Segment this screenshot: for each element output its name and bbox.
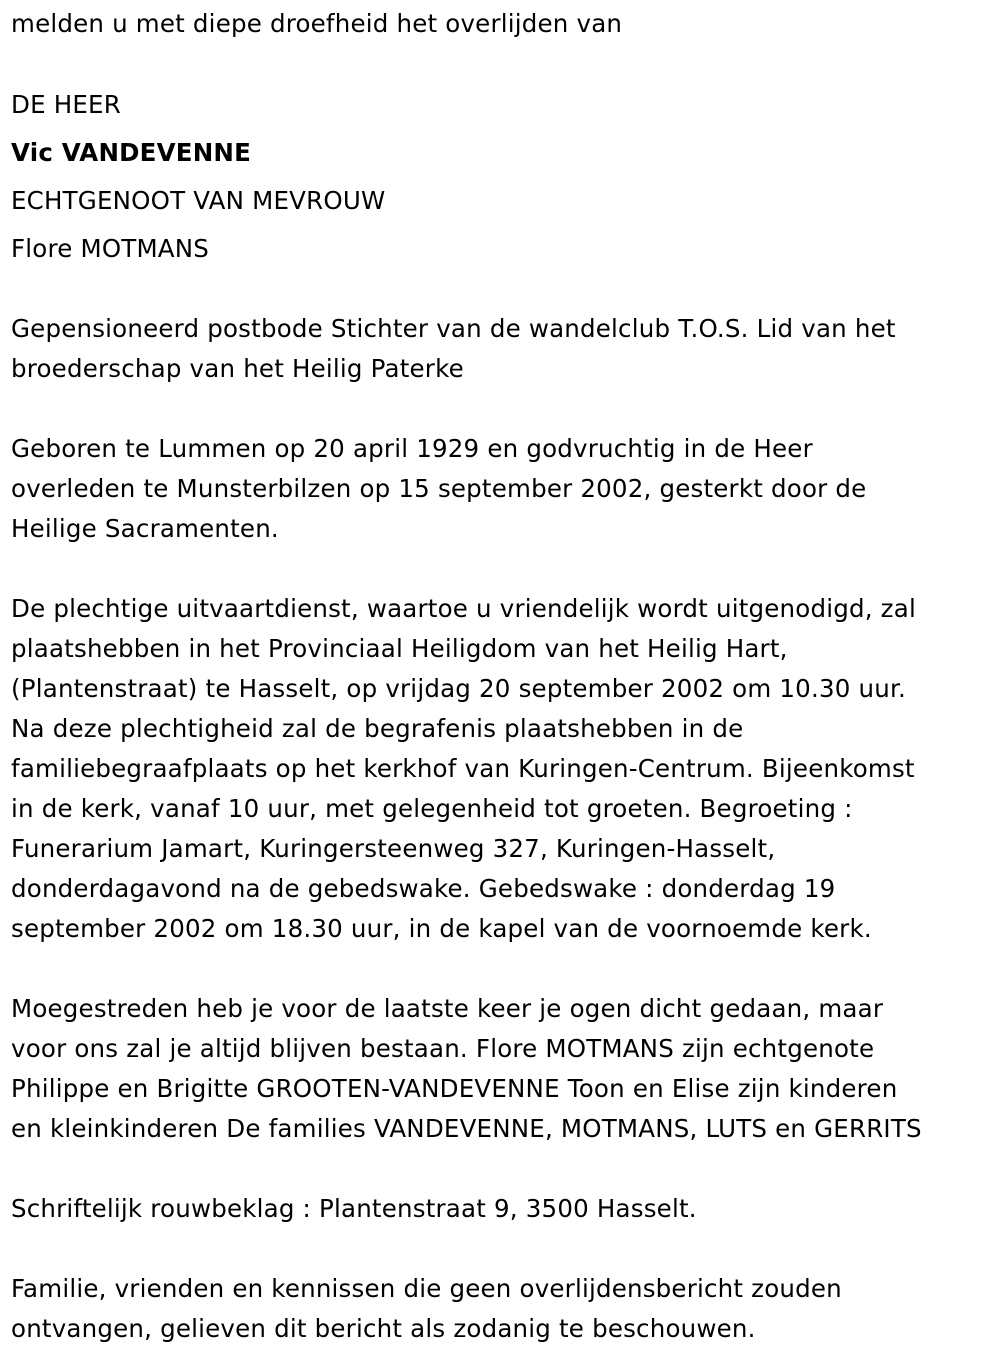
- birth-death-line: overleden te Munsterbilzen op 15 september 2002, gesterkt door de: [11, 474, 867, 503]
- funeral-info-line: familiebegraafplaats op het kerkhof van Kuringen-Centrum. Bijeenkomst: [11, 754, 915, 783]
- honorific-title: DE HEER: [11, 90, 121, 119]
- funeral-info-line: Funerarium Jamart, Kuringersteenweg 327, Kuringen-Hasselt,: [11, 834, 776, 863]
- intro-text: melden u met diepe droefheid het overlijden van: [11, 9, 623, 38]
- birth-death-line: Geboren te Lummen op 20 april 1929 en godvruchtig in de Heer: [11, 434, 813, 463]
- funeral-info-line: in de kerk, vanaf 10 uur, met gelegenheid tot groeten. Begroeting :: [11, 794, 853, 823]
- funeral-info-line: Na deze plechtigheid zal de begrafenis plaatshebben in de: [11, 714, 744, 743]
- funeral-info-line: De plechtige uitvaartdienst, waartoe u vriendelijk wordt uitgenodigd, zal: [11, 594, 916, 623]
- deceased-name: Vic VANDEVENNE: [11, 138, 252, 167]
- family-line: Moegestreden heb je voor de laatste keer je ogen dicht gedaan, maar: [11, 994, 884, 1023]
- funeral-info-line: plaatshebben in het Provinciaal Heiligdom van het Heilig Hart,: [11, 634, 788, 663]
- occupation-line: broederschap van het Heilig Paterke: [11, 354, 464, 383]
- birth-death-line: Heilige Sacramenten.: [11, 514, 279, 543]
- family-line: Philippe en Brigitte GROOTEN-VANDEVENNE Toon en Elise zijn kinderen: [11, 1074, 898, 1103]
- family-line: voor ons zal je altijd blijven bestaan. Flore MOTMANS zijn echtgenote: [11, 1034, 875, 1063]
- family-line: en kleinkinderen De families VANDEVENNE, MOTMANS, LUTS en GERRITS: [11, 1114, 922, 1143]
- occupation-line: Gepensioneerd postbode Stichter van de wandelclub T.O.S. Lid van het: [11, 314, 896, 343]
- closing-line: Familie, vrienden en kennissen die geen overlijdensbericht zouden: [11, 1274, 842, 1303]
- funeral-info-line: donderdagavond na de gebedswake. Gebedswake : donderdag 19: [11, 874, 836, 903]
- spouse-label: ECHTGENOOT VAN MEVROUW: [11, 186, 386, 215]
- closing-line: ontvangen, gelieven dit bericht als zodanig te beschouwen.: [11, 1314, 756, 1343]
- spouse-name: Flore MOTMANS: [11, 234, 210, 263]
- funeral-info-line: (Plantenstraat) te Hasselt, op vrijdag 20 september 2002 om 10.30 uur.: [11, 674, 906, 703]
- condolence-address: Schriftelijk rouwbeklag : Plantenstraat 9, 3500 Hasselt.: [11, 1194, 697, 1223]
- funeral-info-line: september 2002 om 18.30 uur, in de kapel van de voornoemde kerk.: [11, 914, 872, 943]
